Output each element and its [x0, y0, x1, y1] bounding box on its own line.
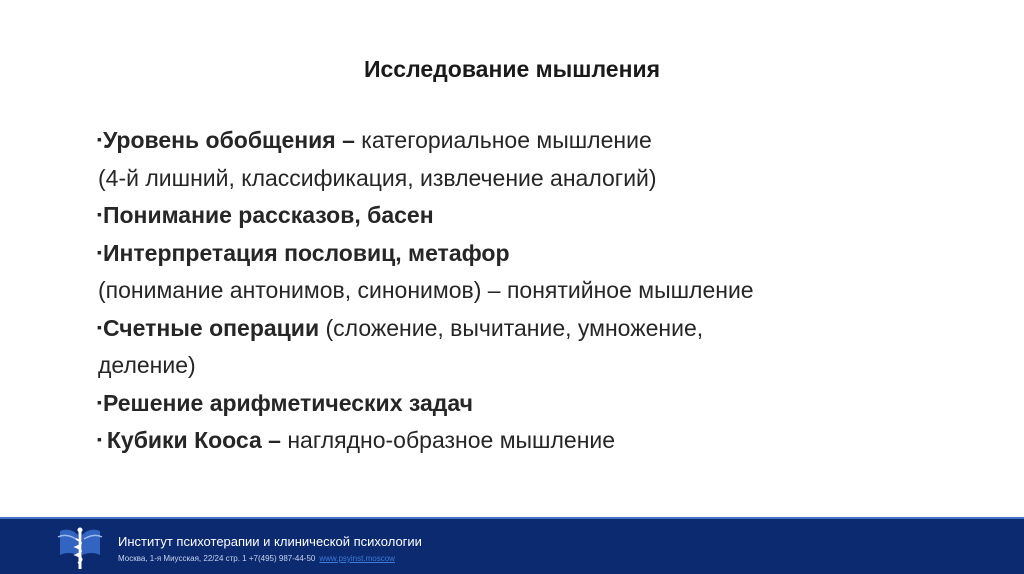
item-text: наглядно-образное мышление [287, 427, 616, 453]
list-item [97, 234, 977, 272]
item-text: деление) [98, 352, 196, 378]
footer-bar [0, 517, 1024, 574]
item-text: (4-й лишний, классификация, извлечение аналогий) [98, 164, 657, 191]
item-text: (сложение, вычитание, умножение, [325, 314, 704, 341]
list-item [97, 271, 977, 309]
list-item [97, 309, 977, 347]
footer-organization-name: Институт психотерапии и клинической психологии [118, 534, 422, 549]
bullet-icon: ▪ [97, 431, 106, 447]
bullet-icon: ▪ [97, 243, 102, 260]
item-bold-text: Кубики Кооса – [106, 427, 288, 453]
slide-content [97, 121, 977, 459]
item-bold-text: Решение арифметических задач [102, 389, 473, 416]
bullet-icon: ▪ [97, 131, 102, 147]
institute-logo-icon [56, 525, 104, 571]
item-bold-text: Счетные операции [102, 314, 326, 341]
item-bold-text: Уровень обобщения – [102, 127, 362, 153]
item-text: категориальное мышление [361, 127, 652, 153]
list-item [97, 196, 977, 234]
footer-website-link[interactable]: www.psyinst.moscow [319, 554, 395, 563]
item-bold-text: Интерпретация пословиц, метафор [102, 239, 510, 266]
list-item [97, 384, 977, 422]
item-bold-text: Понимание рассказов, басен [102, 202, 434, 228]
bullet-icon: ▪ [97, 393, 102, 410]
list-item [97, 121, 977, 159]
item-text: (понимание антонимов, синонимов) – понятийное мышление [98, 277, 754, 303]
list-item [97, 421, 977, 459]
bullet-icon: ▪ [97, 206, 102, 222]
bullet-icon: ▪ [97, 318, 102, 335]
list-item [97, 159, 977, 197]
footer-address-text: Москва, 1-я Миусская, 22/24 стр. 1 +7(495) 987-44-50 [118, 554, 316, 563]
slide-title: Исследование мышления [363, 56, 661, 82]
list-item [97, 346, 977, 384]
footer-address [118, 554, 395, 563]
